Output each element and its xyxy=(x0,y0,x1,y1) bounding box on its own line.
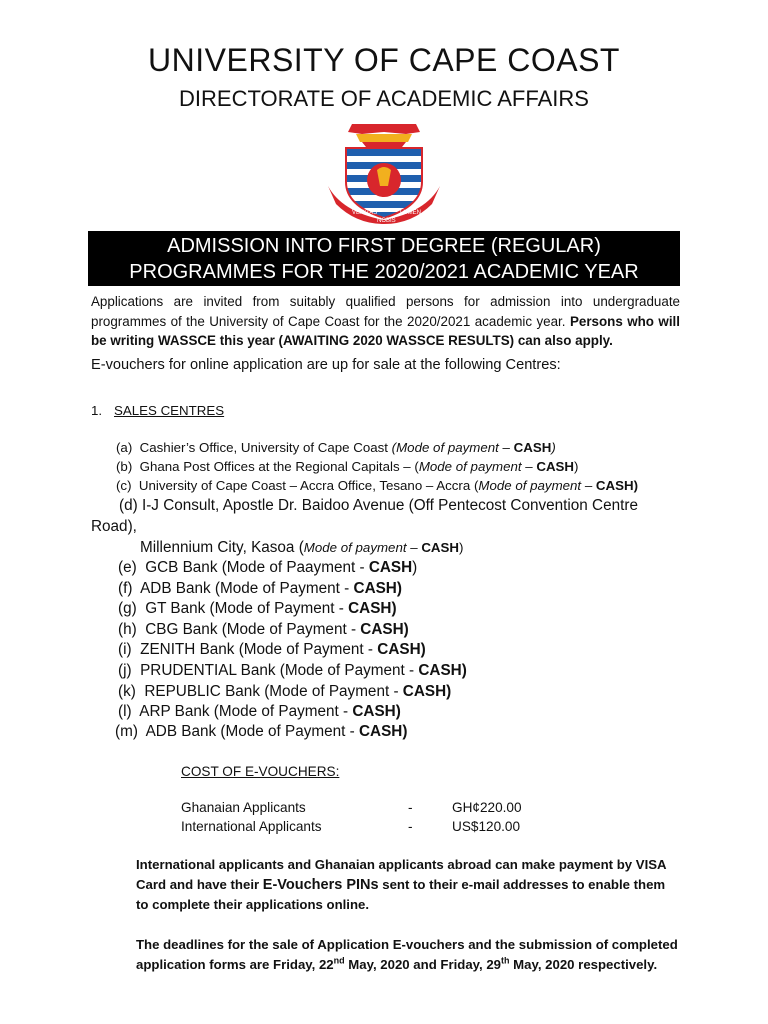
item-a-mode: (Mode of payment – xyxy=(391,440,514,455)
intro-bold-text: Persons who will be writing WASSCE this year (AWAITING 2020 WASSCE RESULTS) can also apply. xyxy=(91,313,680,348)
item-b-label: (b) xyxy=(116,459,133,474)
international-line-2a: Card and have their xyxy=(136,877,263,892)
item-a-close: ) xyxy=(551,440,556,455)
item-a-text: Cashier’s Office, University of Cape Coast xyxy=(139,440,392,455)
item-b-mode: Mode of payment – xyxy=(418,459,537,474)
item-d-label: (d) xyxy=(119,497,138,514)
bank-item xyxy=(118,662,467,680)
bank-cash: CASH xyxy=(368,559,413,576)
cost-label: International Applicants xyxy=(181,819,322,834)
item-c-text: University of Cape Coast – Accra Office, Tesano – Accra ( xyxy=(138,478,479,493)
bank-close: ) xyxy=(412,559,418,576)
deadline-line-1: The deadlines for the sale of Application E-vouchers and the submission of completed xyxy=(136,937,678,952)
bank-cash: CASH) xyxy=(418,662,467,679)
bank-label: (e) xyxy=(118,559,137,576)
bank-label: (j) xyxy=(118,662,132,679)
intro-paragraph xyxy=(91,292,680,351)
sales-heading: SALES CENTRES xyxy=(114,403,225,418)
sales-item-a xyxy=(116,440,556,455)
bank-cash: CASH) xyxy=(377,641,426,658)
bank-label: (h) xyxy=(118,621,137,638)
deadline-line-2b: May, 2020 and Friday, 29 xyxy=(344,957,502,972)
sales-item-c xyxy=(116,478,638,493)
cost-dash: - xyxy=(408,800,413,815)
item-d-text-2: Road), xyxy=(91,518,137,535)
deadline-line-2 xyxy=(136,955,681,975)
item-d-line-3 xyxy=(140,539,463,557)
bank-label: (k) xyxy=(118,683,136,700)
bank-label: (m) xyxy=(115,723,138,740)
bank-cash: CASH) xyxy=(352,703,401,720)
bank-label: (l) xyxy=(118,703,132,720)
item-c-label: (c) xyxy=(116,478,132,493)
international-line-3: to complete their applications online. xyxy=(136,897,370,912)
international-line-1: International applicants and Ghanaian applicants abroad can make payment by VISA xyxy=(136,857,667,872)
motto-word-1: VERITAS xyxy=(352,210,378,216)
deadline-sup-2: th xyxy=(501,955,510,966)
bank-cash: CASH) xyxy=(402,683,452,700)
bank-text: ADB Bank (Mode of Payment - xyxy=(140,580,354,597)
directorate-title: DIRECTORATE OF ACADEMIC AFFAIRS xyxy=(179,86,589,111)
cost-dash: - xyxy=(408,819,413,834)
international-paragraph xyxy=(136,855,681,915)
evoucher-line: E-vouchers for online application are up for sale at the following Centres: xyxy=(91,357,561,373)
bank-item xyxy=(118,683,451,701)
deadline-sup-1: nd xyxy=(333,955,345,966)
bank-text: GCB Bank (Mode of Paayment - xyxy=(145,559,369,576)
deadline-paragraph xyxy=(136,935,681,975)
cost-price: GH¢220.00 xyxy=(452,800,522,815)
sales-item-b xyxy=(116,459,578,474)
bank-text: CBG Bank (Mode of Payment - xyxy=(145,621,361,638)
bank-item xyxy=(118,641,426,659)
item-d-text-3: Millennium City, Kasoa ( xyxy=(140,539,304,556)
bank-cash: CASH) xyxy=(353,580,402,597)
deadline-line-2c: May, 2020 respectively. xyxy=(509,957,658,972)
item-c-mode: Mode of payment – xyxy=(478,478,596,493)
evouchers-pins: E-Vouchers PINs xyxy=(262,877,379,893)
university-crest-logo xyxy=(322,120,446,224)
item-d-text: I-J Consult, Apostle Dr. Baidoo Avenue (Off Pentecost Convention Centre xyxy=(141,497,638,514)
item-c-cash: CASH) xyxy=(595,478,639,493)
bank-item xyxy=(118,703,401,721)
banner-line-2: PROGRAMMES FOR THE 2020/2021 ACADEMIC YEAR xyxy=(129,261,639,283)
deadline-line-2a: application forms are Friday, 22 xyxy=(136,957,334,972)
bank-label: (g) xyxy=(118,600,137,617)
sales-number: 1. xyxy=(91,403,103,418)
bank-item xyxy=(118,600,397,618)
bank-text: ADB Bank (Mode of Payment - xyxy=(145,723,359,740)
bank-item xyxy=(118,580,402,598)
bank-cash: CASH) xyxy=(348,600,397,617)
item-b-text: Ghana Post Offices at the Regional Capitals – ( xyxy=(139,459,419,474)
item-a-cash: CASH xyxy=(513,440,552,455)
item-d-mode: Mode of payment – xyxy=(303,540,422,555)
bank-cash: CASH) xyxy=(359,723,408,740)
cost-label: Ghanaian Applicants xyxy=(181,800,306,815)
item-d-cash: CASH xyxy=(421,540,460,555)
item-b-cash: CASH xyxy=(536,459,575,474)
bank-text: ARP Bank (Mode of Payment - xyxy=(139,703,353,720)
motto-word-3: LUMEN xyxy=(400,210,422,216)
sales-item-d xyxy=(119,497,638,515)
bank-cash: CASH) xyxy=(360,621,409,638)
bank-item xyxy=(118,621,409,639)
bank-text: PRUDENTIAL Bank (Mode of Payment - xyxy=(140,662,419,679)
university-title: UNIVERSITY OF CAPE COAST xyxy=(148,42,620,78)
international-line-2 xyxy=(136,875,681,895)
admission-banner xyxy=(88,231,680,286)
intro-text: Applications are invited from suitably qualified persons for admission into undergraduate programmes of the University of Cape Coast for the 2020/2021 academic year. xyxy=(91,294,680,329)
bank-text: GT Bank (Mode of Payment - xyxy=(145,600,349,617)
bank-text: REPUBLIC Bank (Mode of Payment - xyxy=(144,683,403,700)
bank-label: (i) xyxy=(118,641,132,658)
item-d-close: ) xyxy=(459,540,464,555)
international-line-2c: sent to their e-mail addresses to enable them xyxy=(378,877,666,892)
bank-label: (f) xyxy=(118,580,133,597)
cost-heading: COST OF E-VOUCHERS: xyxy=(181,764,340,779)
motto-word-2: NOBIS xyxy=(377,218,396,224)
item-b-close: ) xyxy=(574,459,579,474)
banner-line-1: ADMISSION INTO FIRST DEGREE (REGULAR) xyxy=(167,235,601,257)
bank-item xyxy=(115,723,407,741)
bank-item xyxy=(118,559,417,577)
item-a-label: (a) xyxy=(116,440,133,455)
cost-price: US$120.00 xyxy=(452,819,521,834)
bank-text: ZENITH Bank (Mode of Payment - xyxy=(140,641,378,658)
